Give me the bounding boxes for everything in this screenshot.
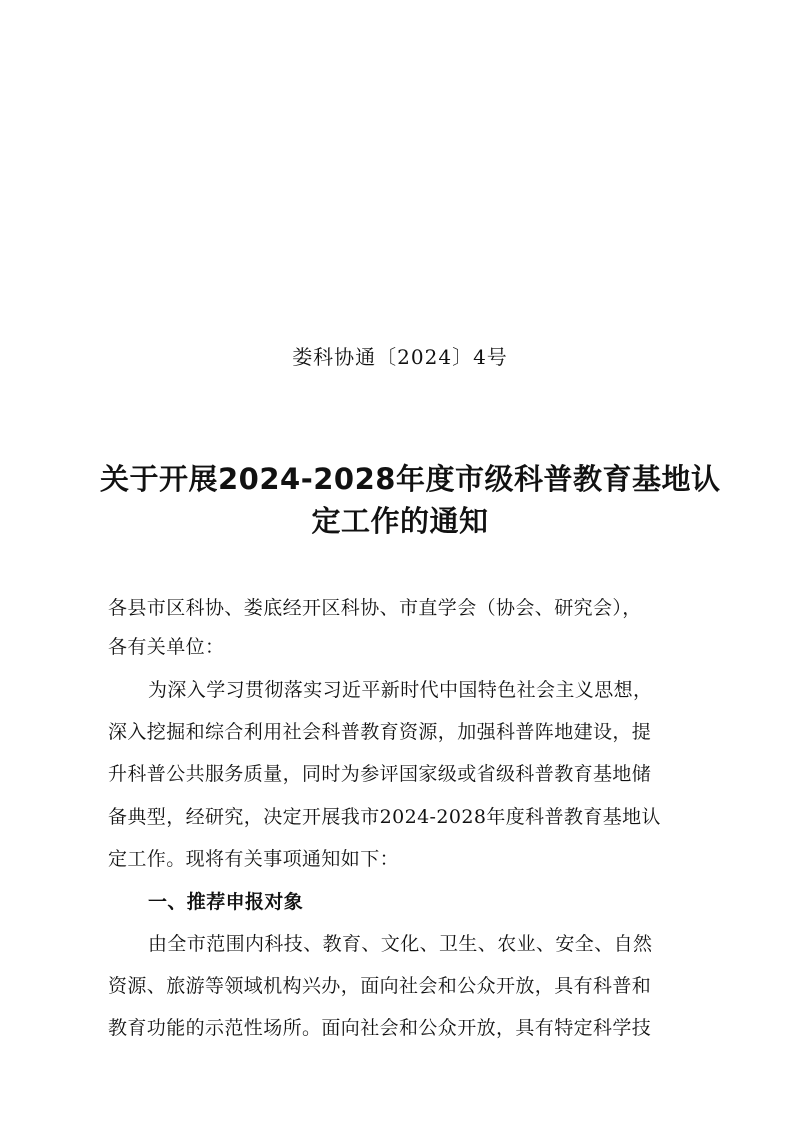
title-line-1: 关于开展2024-2028年度市级科普教育基地认 [100, 462, 721, 496]
document-number: 娄科协通〔2024〕4号 [292, 345, 508, 369]
paragraph-1-line-5: 定工作。现将有关事项通知如下： [108, 848, 400, 870]
document-title [100, 458, 721, 542]
section-1-line-2: 资源、旅游等领域机构兴办，面向社会和公众开放，具有科普和 [108, 975, 652, 997]
title-line-2: 定工作的通知 [311, 504, 489, 538]
paragraph-1-line-2: 深入挖掘和综合利用社会科普教育资源，加强科普阵地建设，提 [108, 721, 652, 743]
section-1-line-1: 由全市范围内科技、教育、文化、卫生、农业、安全、自然 [148, 933, 653, 955]
paragraph-1-line-3: 升科普公共服务质量，同时为参评国家级或省级科普教育基地储 [108, 763, 652, 785]
section-1-heading: 一、推荐申报对象 [148, 891, 304, 913]
salutation-line-1: 各县市区科协、娄底经开区科协、市直学会（协会、研究会）， [108, 597, 642, 619]
paragraph-1-line-4: 备典型，经研究，决定开展我市2024-2028年度科普教育基地认 [108, 806, 661, 828]
section-1-line-3: 教育功能的示范性场所。面向社会和公众开放，具有特定科学技 [108, 1017, 652, 1039]
paragraph-1-line-1: 为深入学习贯彻落实习近平新时代中国特色社会主义思想， [148, 679, 653, 701]
salutation-line-2: 各有关单位： [108, 636, 225, 658]
